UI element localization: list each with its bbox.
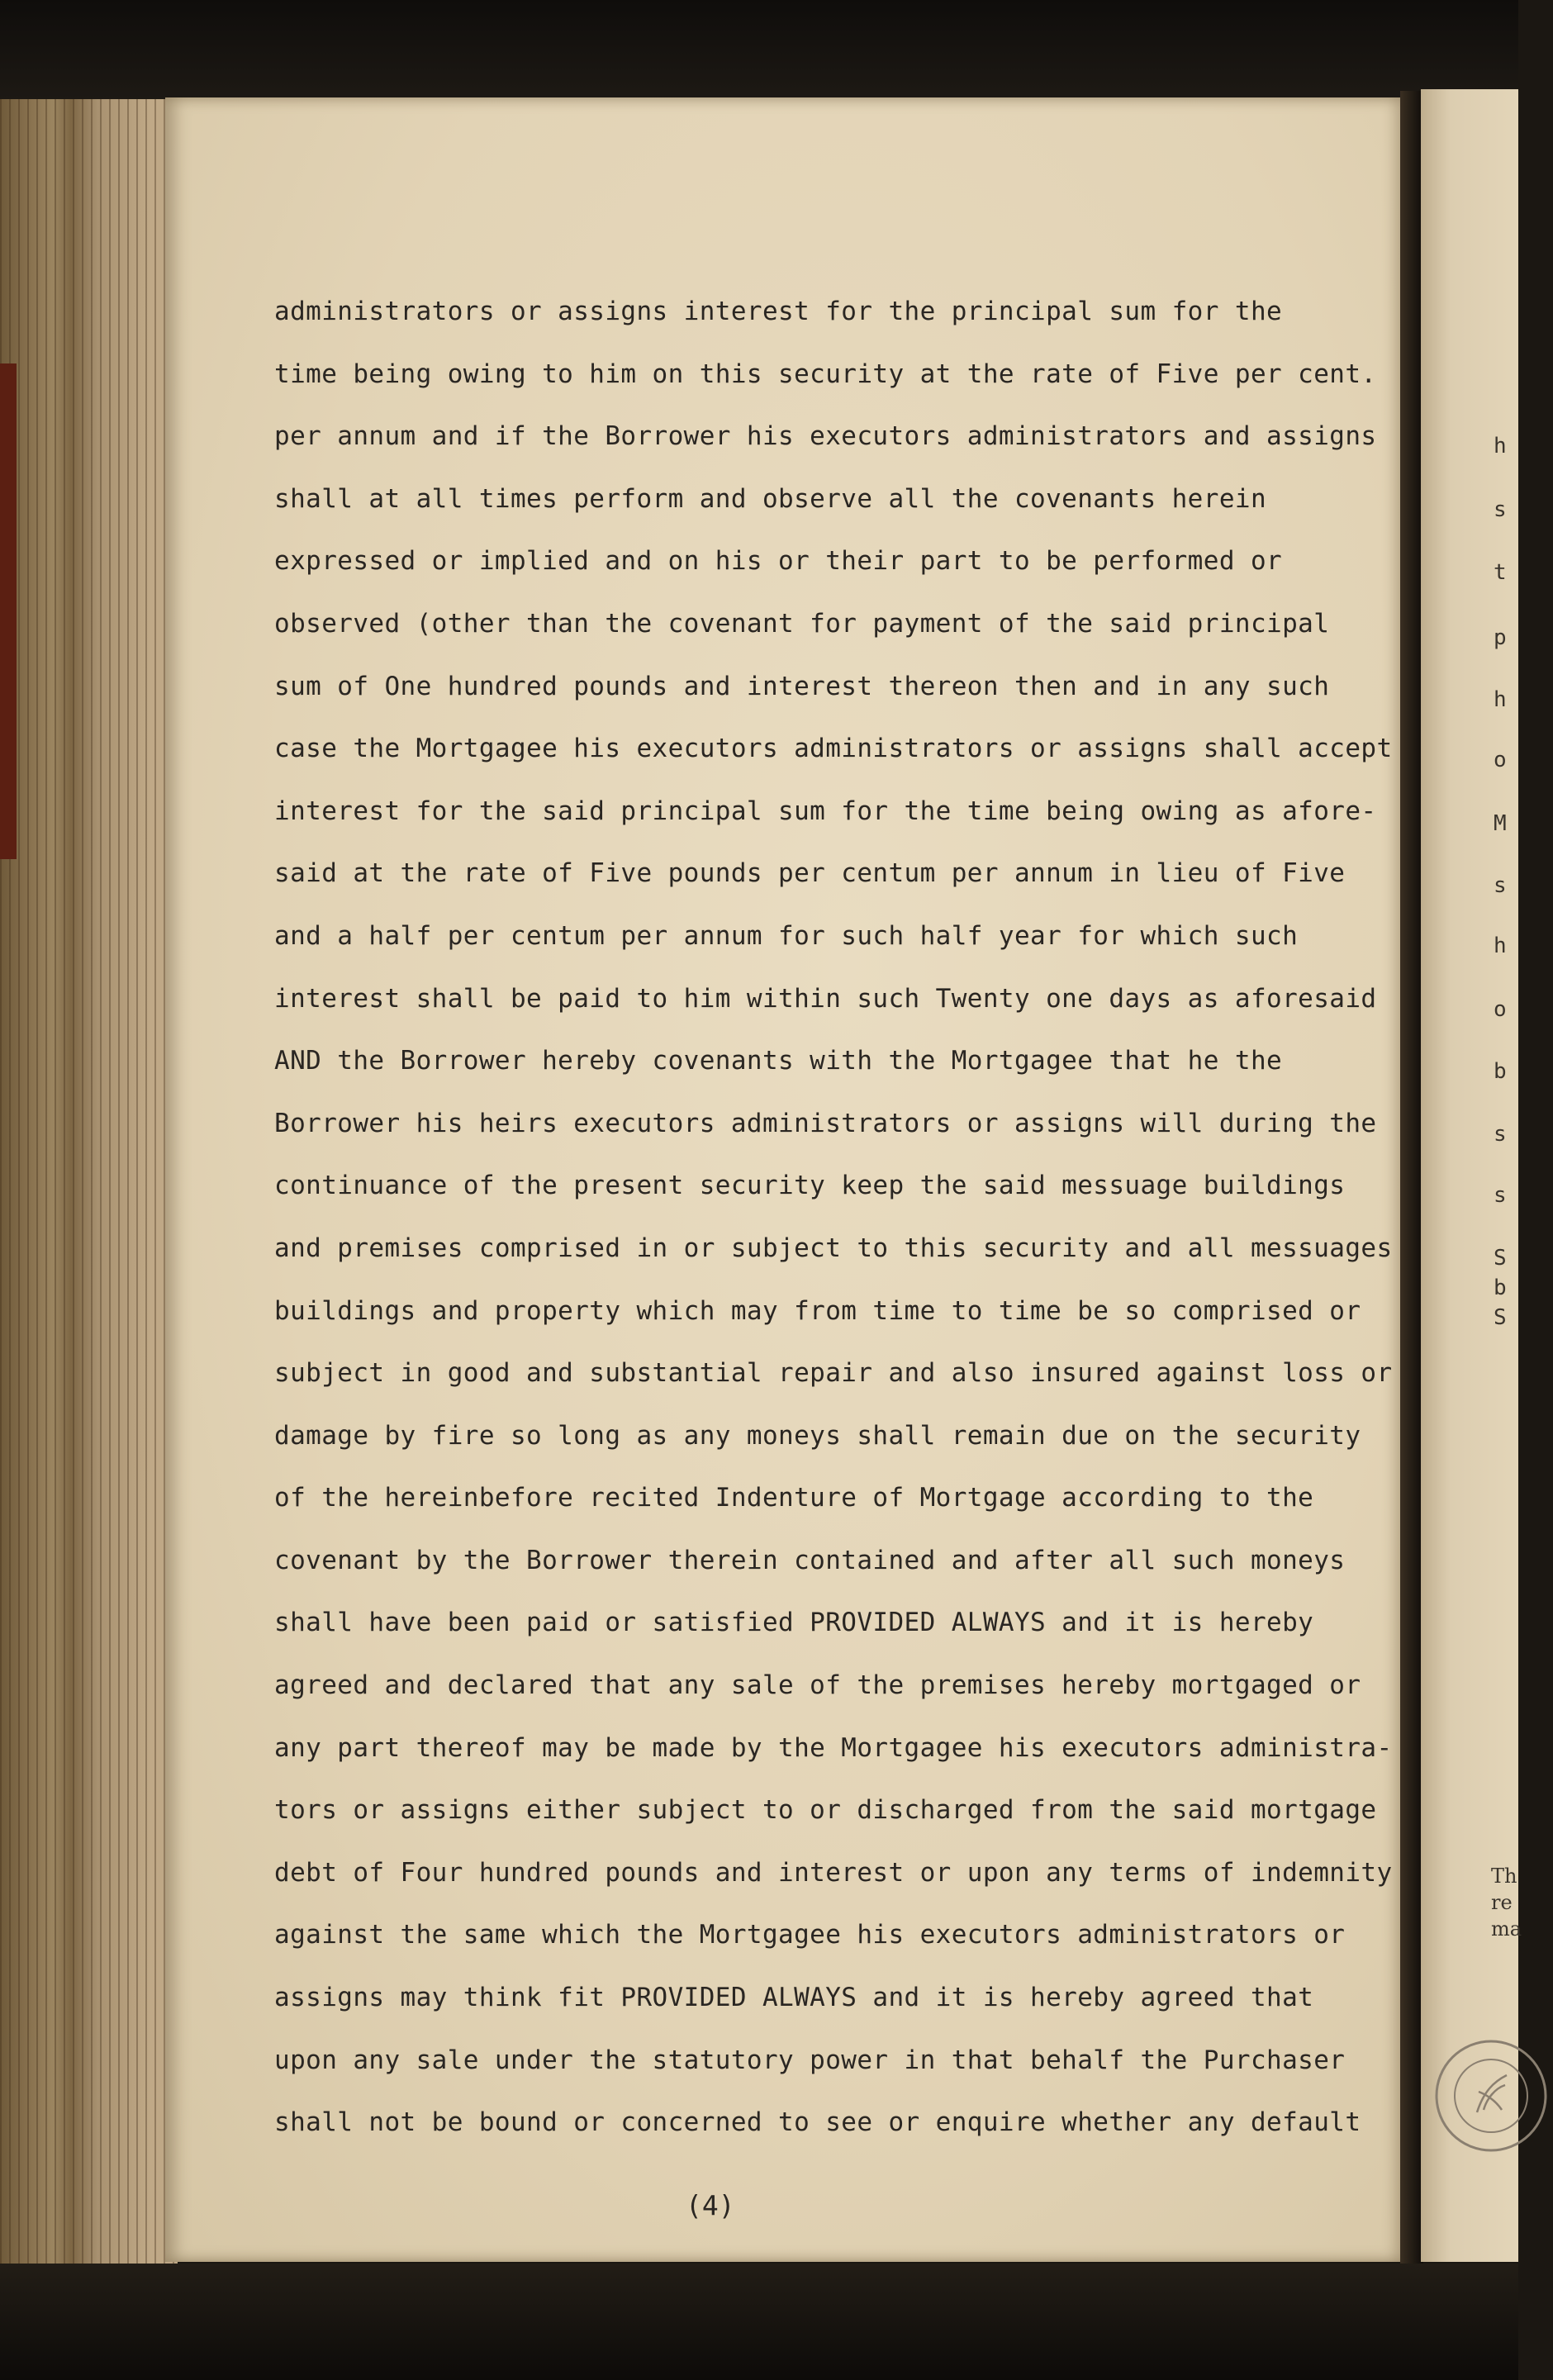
text-line: debt of Four hundred pounds and interest or upon any terms of indemnity bbox=[274, 1857, 1393, 1888]
facing-page-fragment: o bbox=[1494, 748, 1507, 772]
text-line: continuance of the present security keep the said messuage buildings bbox=[274, 1171, 1346, 1201]
text-line: shall at all times perform and observe all the covenants herein bbox=[274, 483, 1267, 514]
facing-page-fragment: b bbox=[1494, 1276, 1507, 1300]
text-line: any part thereof may be made by the Mortgagee his executors administra- bbox=[274, 1732, 1393, 1763]
land-registry-seal bbox=[1429, 2034, 1518, 2158]
text-line: said at the rate of Five pounds per centum per annum in lieu of Five bbox=[274, 858, 1346, 889]
text-line: interest for the said principal sum for the time being owing as afore- bbox=[274, 796, 1377, 826]
seal-icon bbox=[1429, 2034, 1553, 2158]
facing-page-fragment: h bbox=[1494, 434, 1507, 458]
scan-background-bottom bbox=[0, 2264, 1518, 2380]
text-line: upon any sale under the statutory power in that behalf the Purchaser bbox=[274, 2045, 1346, 2075]
text-line: sum of One hundred pounds and interest thereon then and in any such bbox=[274, 671, 1330, 701]
text-line: damage by fire so long as any moneys shall remain due on the security bbox=[274, 1420, 1361, 1451]
facing-page-fragment: s bbox=[1494, 1122, 1507, 1147]
facing-page-note bbox=[1491, 1863, 1522, 1942]
text-line: interest shall be paid to him within such Twenty one days as aforesaid bbox=[274, 983, 1377, 1014]
page-stack-edges bbox=[0, 99, 178, 2264]
text-line: agreed and declared that any sale of the premises hereby mortgaged or bbox=[274, 1670, 1361, 1701]
facing-page-fragment: o bbox=[1494, 997, 1507, 1022]
text-line: shall not be bound or concerned to see or enquire whether any default bbox=[274, 2107, 1361, 2138]
facing-page-fragment: t bbox=[1494, 560, 1507, 585]
scan-background-top bbox=[0, 0, 1518, 99]
typed-text-body bbox=[274, 281, 1418, 2154]
note-line: ma bbox=[1491, 1917, 1522, 1941]
text-line: per annum and if the Borrower his executors administrators and assigns bbox=[274, 421, 1377, 452]
text-line: shall have been paid or satisfied PROVIDED ALWAYS and it is hereby bbox=[274, 1608, 1314, 1638]
facing-page-fragment: S bbox=[1494, 1246, 1507, 1271]
text-line: tors or assigns either subject to or discharged from the said mortgage bbox=[274, 1795, 1377, 1826]
text-line: AND the Borrower hereby covenants with the Mortgagee that he the bbox=[274, 1046, 1283, 1076]
facing-page-fragment: b bbox=[1494, 1059, 1507, 1084]
text-line: expressed or implied and on his or their part to be performed or bbox=[274, 546, 1283, 577]
facing-page-fragment: M bbox=[1494, 811, 1507, 836]
text-line: observed (other than the covenant for payment of the said principal bbox=[274, 608, 1330, 639]
text-line: case the Mortgagee his executors administrators or assigns shall accept bbox=[274, 734, 1393, 764]
facing-page-fragment: s bbox=[1494, 873, 1507, 898]
text-line: and premises comprised in or subject to this security and all messuages bbox=[274, 1233, 1393, 1263]
facing-page-fragment: s bbox=[1494, 1183, 1507, 1208]
text-line: time being owing to him on this security at the rate of Five per cent. bbox=[274, 359, 1377, 389]
facing-page-fragment: s bbox=[1494, 497, 1507, 522]
facing-page-fragment: S bbox=[1494, 1305, 1507, 1330]
text-line: Borrower his heirs executors administrators or assigns will during the bbox=[274, 1108, 1377, 1138]
facing-page-fragment: h bbox=[1494, 933, 1507, 958]
text-line: and a half per centum per annum for such half year for which such bbox=[274, 920, 1299, 951]
text-line: against the same which the Mortgagee his executors administrators or bbox=[274, 1920, 1346, 1950]
text-line: covenant by the Borrower therein contained and after all such moneys bbox=[274, 1545, 1346, 1575]
text-line: buildings and property which may from time to time be so comprised or bbox=[274, 1295, 1361, 1326]
facing-page-fragment: p bbox=[1494, 625, 1507, 650]
facing-page-fragment: h bbox=[1494, 687, 1507, 712]
page-number: (4) bbox=[686, 2189, 735, 2221]
binding-tab bbox=[0, 363, 17, 859]
note-line: Th bbox=[1491, 1865, 1517, 1888]
text-line: administrators or assigns interest for the principal sum for the bbox=[274, 297, 1283, 326]
note-line: re bbox=[1491, 1891, 1513, 1914]
text-line: subject in good and substantial repair and also insured against loss or bbox=[274, 1358, 1393, 1389]
text-line: of the hereinbefore recited Indenture of Mortgage according to the bbox=[274, 1483, 1314, 1513]
text-line: assigns may think fit PROVIDED ALWAYS and it is hereby agreed that bbox=[274, 1983, 1314, 2013]
